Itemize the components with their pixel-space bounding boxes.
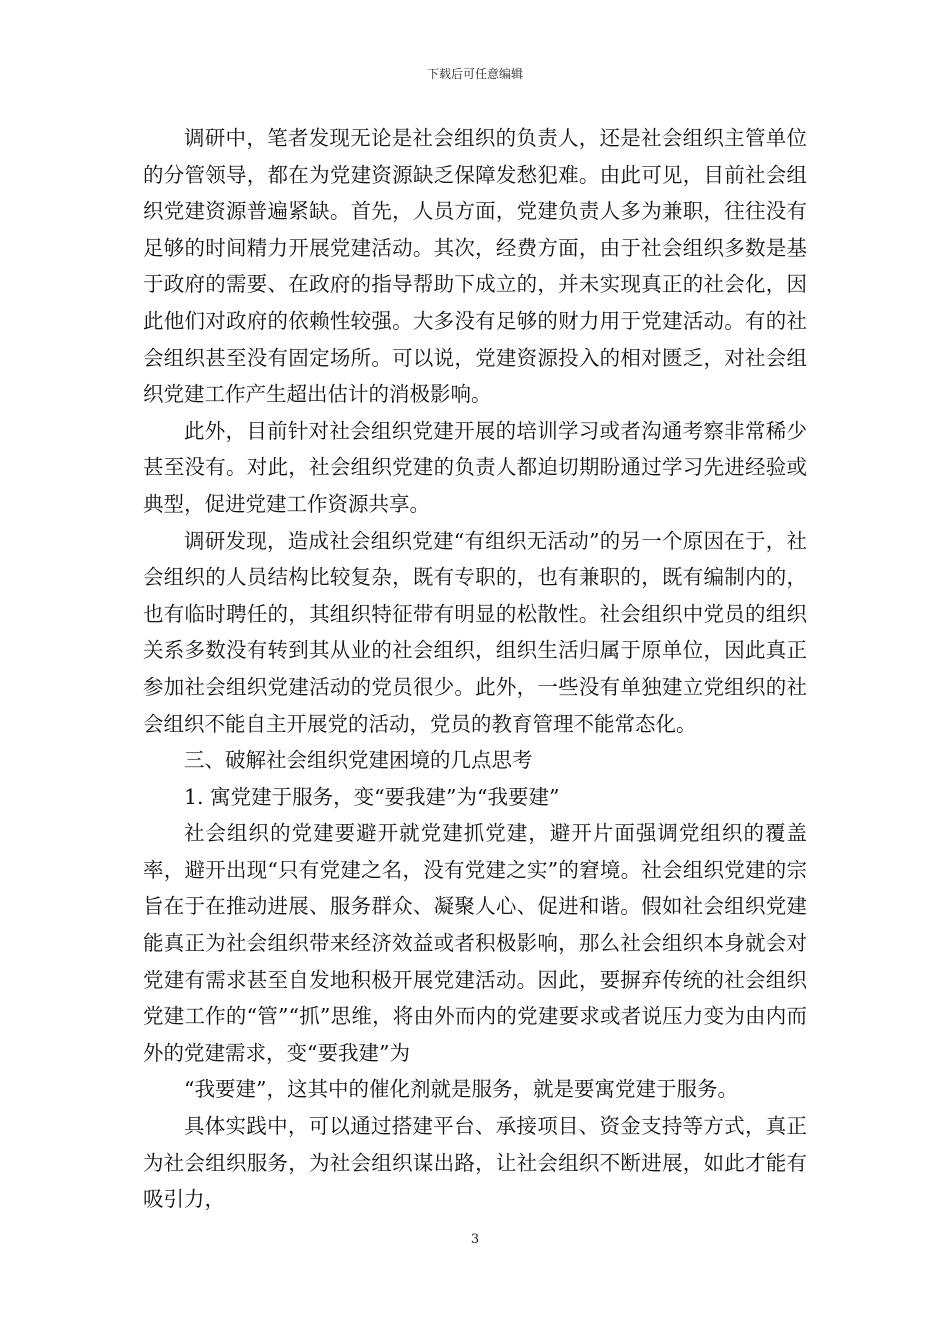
paragraph-resource-shortage: 调研中，笔者发现无论是社会组织的负责人，还是社会组织主管单位的分管领导，都在为党建资源缺乏保障发愁犯难。由此可见，目前社会组织党建资源普遍紧缺。首先，人员方面，党建负责人多为兼职，往往没有足够的时间精力开展党建活动。其次，经费方面，由于社会组织多数是基于政府的需要、在政府的指导帮助下成立的，并未实现真正的社会化，因此他们对政府的依赖性较强。大多没有足够的财力用于党建活动。有的社会组织甚至没有固定场所。可以说，党建资源投入的相对匮乏，对社会组织党建工作产生超出估计的消极影响。 — [143, 126, 807, 407]
paragraph-party-building-service: 社会组织的党建要避开就党建抓党建，避开片面强调党组织的覆盖率，避开出现“只有党建之名，没有党建之实”的窘境。社会组织党建的宗旨在于在推动进展、服务群众、凝聚人心、促进和谐。假如社会组织党建能真正为社会组织带来经济效益或者积极影响，那么社会组织本身就会对党建有需求甚至自发地积极开展党建活动。因此，要摒弃传统的社会组织党建工作的“管”“抓”思维，将由外而内的党建要求或者说压力变为由内而外的党建需求，变“要我建”为 — [143, 821, 807, 1065]
page-header: 下载后可任意编辑 — [426, 67, 523, 81]
section-heading: 三、破解社会组织党建困境的几点思考 — [184, 748, 533, 773]
paragraph-continuation: “我要建”，这其中的催化剂就是服务，就是要寓党建于服务。 — [184, 1077, 738, 1102]
paragraph-practice: 具体实践中，可以通过搭建平台、承接项目、资金支持等方式，真正为社会组织服务，为社会组织谋出路，让社会组织不断进展，如此才能有吸引力， — [143, 1114, 807, 1212]
paragraph-training-lack: 此外，目前针对社会组织党建开展的培训学习或者沟通考察非常稀少甚至没有。对此，社会组织党建的负责人都迫切期盼通过学习先进经验或典型，促进党建工作资源共享。 — [143, 418, 807, 516]
subsection-heading: 1. 寓党建于服务，变“要我建”为“我要建” — [184, 784, 560, 809]
document-body — [143, 120, 807, 1218]
paragraph-member-structure: 调研发现，造成社会组织党建“有组织无活动”的另一个原因在于，社会组织的人员结构比较复杂，既有专职的，也有兼职的，既有编制内的，也有临时聘任的，其组织特征带有明显的松散性。社会组织中党员的组织关系多数没有转到其从业的社会组织，组织生活归属于原单位，因此真正参加社会组织党建活动的党员很少。此外，一些没有单独建立党组织的社会组织不能自主开展党的活动，党员的教育管理不能常态化。 — [143, 528, 807, 736]
page-number: 3 — [470, 1232, 480, 1247]
